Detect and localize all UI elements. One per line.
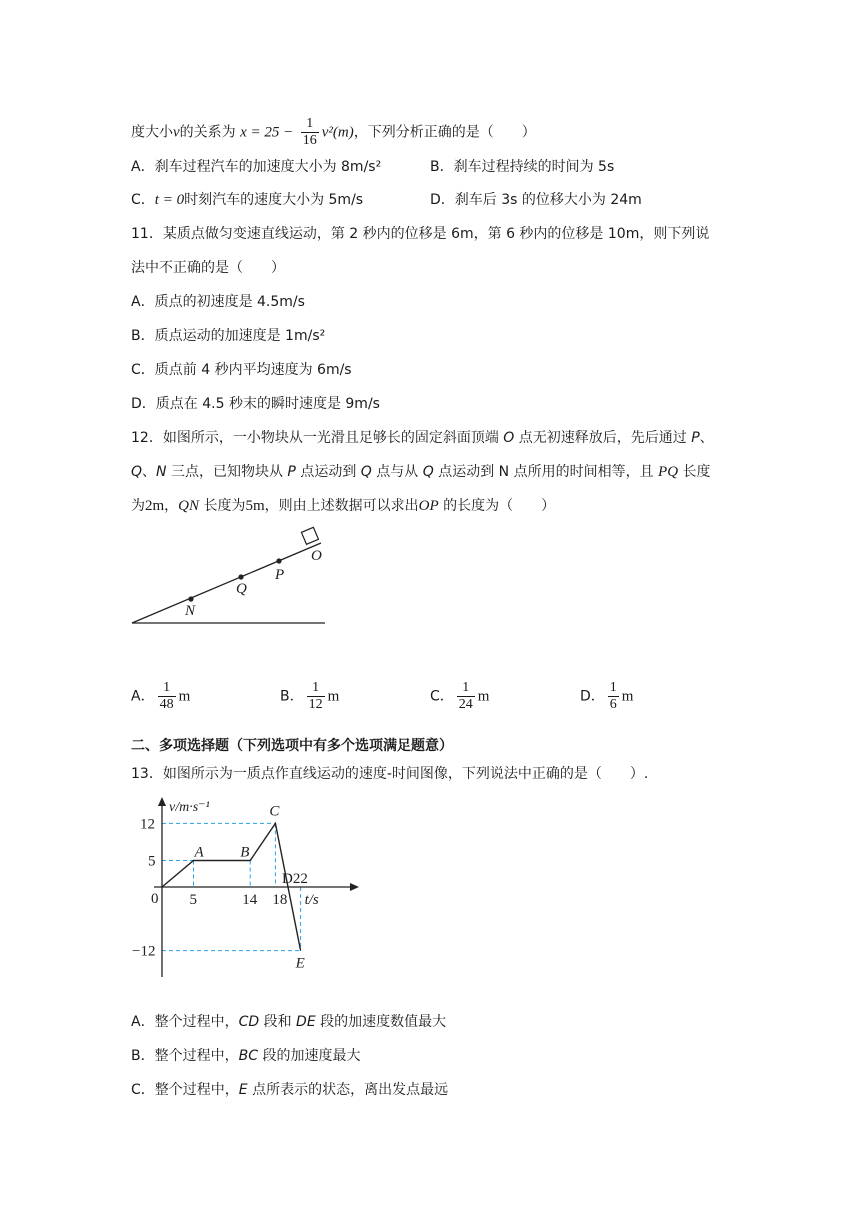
q11-option-b: B．质点运动的加速度是 1m/s² (131, 328, 326, 344)
q12-option-a: A． $\frac{1}{48}$ m (131, 680, 191, 712)
label-o: O (311, 548, 322, 564)
q11-stem-line1: 11．某质点做匀变速直线运动，第 2 秒内的位移是 6m，第 6 秒内的位移是 10m，则下列说 (131, 226, 710, 242)
q13-option-a: A．整个过程中，CD 段和 DE 段的加速度数值最大 (131, 1014, 447, 1030)
q13-option-c: C．整个过程中，E 点所表示的状态，离出发点最远 (131, 1082, 449, 1098)
label-n: N (185, 603, 196, 619)
point-label-e: E (295, 955, 305, 972)
q12-stem-line3: 为2m，QN 长度为5m，则由上述数据可以求出OP 的长度为（ ） (131, 498, 556, 514)
q10-fraction: $\frac{1}{16}$ (302, 116, 317, 148)
x-axis-label: t/s (304, 892, 319, 908)
q13-stem: 13．如图所示为一质点作直线运动的速度-时间图像，下列说法中正确的是（ ）. (131, 766, 649, 782)
y-tick-neg12: −12 (132, 943, 156, 960)
label-p: P (275, 567, 285, 583)
x-tick-d22: D22 (282, 871, 308, 887)
incline-line (132, 543, 321, 623)
q12-stem-line2: Q、N 三点，已知物块从 P 点运动到 Q 点与从 Q 点运动到 N 点所用的时间相等，且 PQ 长度 (131, 464, 711, 480)
incline-figure (125, 525, 345, 635)
point-n (188, 596, 193, 601)
y-tick-12: 12 (140, 816, 155, 833)
q12-option-b: B． $\frac{1}{12}$ m (280, 680, 340, 712)
label-q: Q (236, 581, 247, 597)
point-q (238, 574, 243, 579)
q11-stem-line2: 法中不正确的是（ ） (131, 260, 285, 276)
point-label-a: A (194, 844, 204, 861)
q11-option-c: C．质点前 4 秒内平均速度为 6m/s (131, 362, 352, 378)
q11-option-a: A．质点的初速度是 4.5m/s (131, 294, 305, 310)
q11-option-d: D．质点在 4.5 秒末的瞬时速度是 9m/s (131, 396, 380, 412)
x-tick-14: 14 (242, 892, 258, 908)
x-tick-0: 0 (151, 891, 159, 907)
q13-option-b: B．整个过程中，BC 段的加速度最大 (131, 1048, 361, 1064)
t-axis-arrow (350, 883, 359, 891)
q12-stem-line1: 12．如图所示，一小物块从一光滑且足够长的固定斜面顶端 O 点无初速释放后，先后通过 P、 (131, 430, 714, 446)
q12-option-d: D． $\frac{1}{6}$ m (580, 680, 634, 712)
q10-option-b: B．刹车过程持续的时间为 5s (430, 159, 615, 175)
q10-stem: 度大小v的关系为 x = 25 − $\frac{1}{16}$ v²(m)，下列分析正确的是（ ） (131, 116, 536, 148)
point-label-c: C (269, 803, 280, 820)
q10-option-c: C．t = 0时刻汽车的速度大小为 5m/s (131, 192, 364, 208)
v-axis-arrow (158, 797, 166, 806)
y-axis-label: v/m·s⁻¹ (169, 800, 210, 815)
q12-option-c: C． $\frac{1}{24}$ m (430, 680, 490, 712)
x-tick-18: 18 (272, 892, 288, 908)
q10-option-a: A．刹车过程汽车的加速度大小为 8m/s² (131, 159, 382, 175)
point-label-b: B (240, 844, 250, 861)
x-tick-5: 5 (189, 892, 197, 908)
block (301, 527, 318, 544)
point-p (276, 558, 281, 563)
y-tick-5: 5 (148, 853, 156, 870)
vt-chart (130, 792, 360, 982)
q10-option-d: D．刹车后 3s 的位移大小为 24m (430, 192, 642, 208)
section-2-title: 二、多项选择题（下列选项中有多个选项满足题意） (131, 738, 453, 754)
